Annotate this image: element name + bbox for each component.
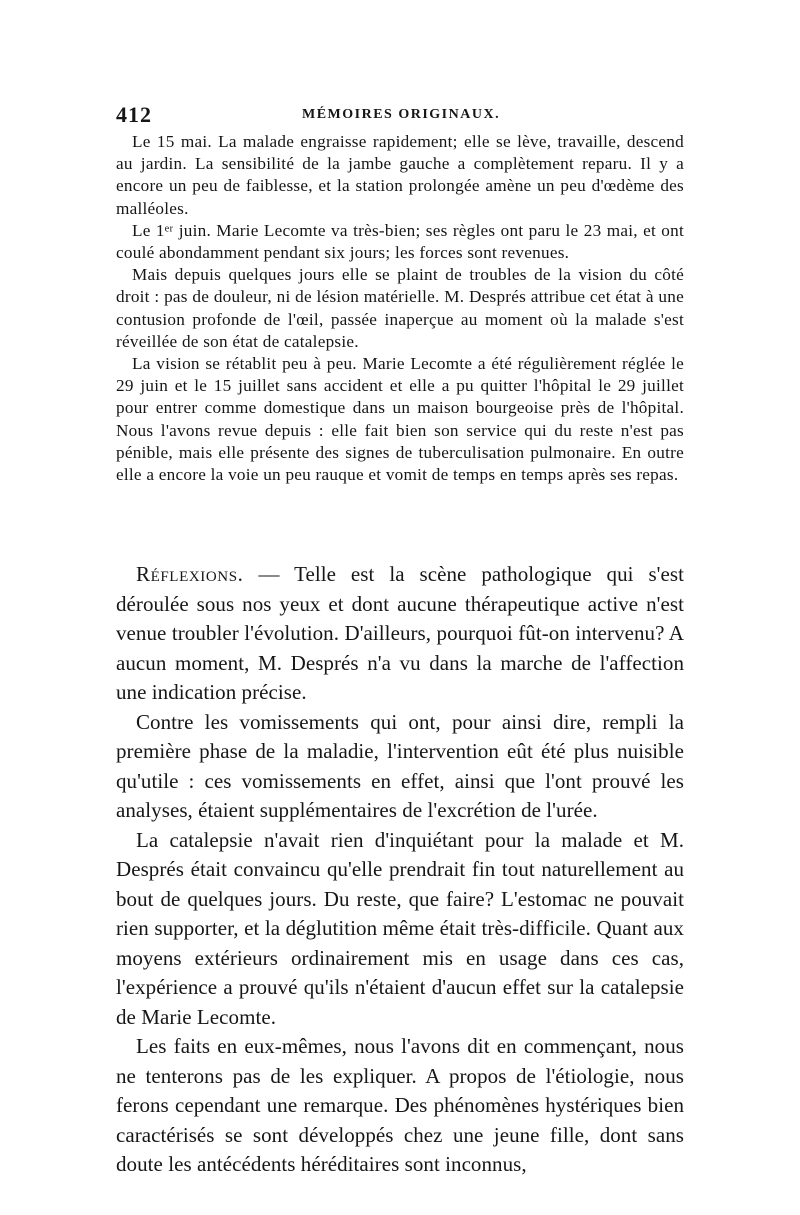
- paragraph: La vision se rétablit peu à peu. Marie Lecomte a été régulièrement réglée le 29 juin et le 15 juillet sans accident et elle a pu quitter l'hôpital le 29 juillet pour entrer comme domestique dans un maison bourgeoise près de l'hôpital. Nous l'avons revue depuis : elle fait bien son service qui du reste n'est pas pénible, mais elle présente des signes de tuberculisation pulmonaire. En outre elle a encore la voie un peu rauque et vomit de temps en temps après ses repas.: [116, 354, 684, 485]
- section-heading: Réflexions.: [136, 562, 244, 586]
- paragraph: Les faits en eux-mêmes, nous l'avons dit en commençant, nous ne tenterons pas de les expliquer. A propos de l'étiologie, nous ferons cependant une remarque. Des phénomènes hystériques bien caractérisés se sont développés chez une jeune fille, dont sans doute les antécédents héréditaires sont inconnus,: [116, 1034, 684, 1176]
- case-notes: [116, 131, 684, 486]
- page-header: [116, 102, 686, 128]
- paragraph: Contre les vomissements qui ont, pour ainsi dire, rempli la première phase de la maladie, l'intervention eût été plus nuisible qu'utile : ces vomissements en effet, ainsi que l'ont prouvé les analyses, étaient supplémentaires de l'excrétion de l'urée.: [116, 709, 684, 822]
- heading-dash: —: [243, 562, 295, 586]
- paragraph: Le 15 mai. La malade engraisse rapidement; elle se lève, travaille, descend au jardin. La sensibilité de la jambe gauche a complètement reparu. Il y a encore un peu de faiblesse, et la station prolongée amène un peu d'œdème des malléoles.: [116, 132, 684, 218]
- running-head: MÉMOIRES ORIGINAUX.: [302, 107, 501, 122]
- page-number: 412: [116, 102, 152, 127]
- reflexions-section: [116, 560, 684, 1180]
- paragraph: Mais depuis quelques jours elle se plaint de troubles de la vision du côté droit : pas de douleur, ni de lésion matérielle. M. Després attribue cet état à une contusion profonde de l'œil, passée inaperçue au moment où la malade s'est réveillée de son état de catalepsie.: [116, 265, 684, 351]
- paragraph: La catalepsie n'avait rien d'inquiétant pour la malade et M. Després était convaincu qu'elle prendrait fin tout naturellement au bout de quelques jours. Du reste, que faire? L'estomac ne pouvait rien supporter, et la déglutition même était très-difficile. Quant aux moyens extérieurs ordinairement mis en usage dans ces cas, l'expérience a prouvé qu'ils n'étaient d'aucun effet sur la catalepsie de Marie Lecomte.: [116, 827, 684, 1029]
- paragraph: Le 1ᵉʳ juin. Marie Lecomte va très-bien; ses règles ont paru le 23 mai, et ont coulé abondamment pendant six jours; les forces sont revenues.: [116, 220, 684, 263]
- paragraph: [116, 560, 684, 708]
- paragraph-text: Telle est la scène pathologique qui s'est déroulée sous nos yeux et dont aucune thérapeutique active n'est venue troubler l'évolution. D'ailleurs, pourquoi fût-on intervenu? A aucun moment, M. Després n'a vu dans la marche de l'affection une indication précise.: [116, 562, 684, 704]
